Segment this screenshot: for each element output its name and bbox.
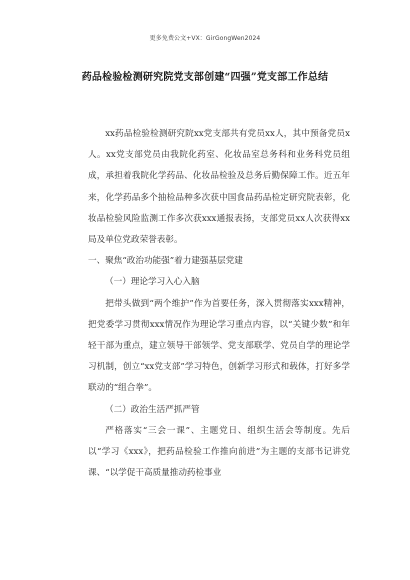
document-title: 药品检验检测研究院党支部创建“四强”党支部工作总结 (81, 72, 329, 83)
paragraph-intro: xx药品检验检测研究院xx党支部共有党员xx人，其中预备党员x人。xx党支部党员由我院化药室、化妆品室总务科和业务科党员组成，承担着我院化学药品、化妆品检验及总务后勤保障工作。近五年来，化学药品多个抽检品种多次获中国食品药品检定研究院表彰，化妆品检验风险监测工作多次获xxx通报表扬，支部党员xx人次获得xx局及单位党政荣誉表彰。 (88, 129, 350, 246)
subsection-heading-2: （二）政治生活严抓严管 (105, 404, 200, 415)
paragraph-political-life: 严格落实“三会一课”、主题党日、组织生活会等制度。先后以“学习《xxx》，把药品检验工作推向前进”为主题的支部书记讲党课、“以学促干高质量推动药检事业 (88, 425, 350, 479)
subsection-heading-1: （一）理论学习入心入脑 (105, 277, 200, 288)
header-note: 更多免费公文+VX：GirGongWen2024 (149, 35, 261, 42)
section-heading-1: 一、聚焦“政治功能强”着力建强基层党建 (88, 256, 243, 267)
document-body (88, 124, 350, 484)
paragraph-theory-study: 把带头做到“两个维护”作为首要任务，深入贯彻落实xxx精神，把党委学习贯彻xxx情况作为理论学习重点内容，以“关键少数”和年轻干部为重点，建立领导干部领学、党支部联学、党员自学的理论学习机制，创立“xx党支部”学习特色，创新学习形式和载体，打好多学联动的“组合拳”。 (88, 298, 350, 394)
